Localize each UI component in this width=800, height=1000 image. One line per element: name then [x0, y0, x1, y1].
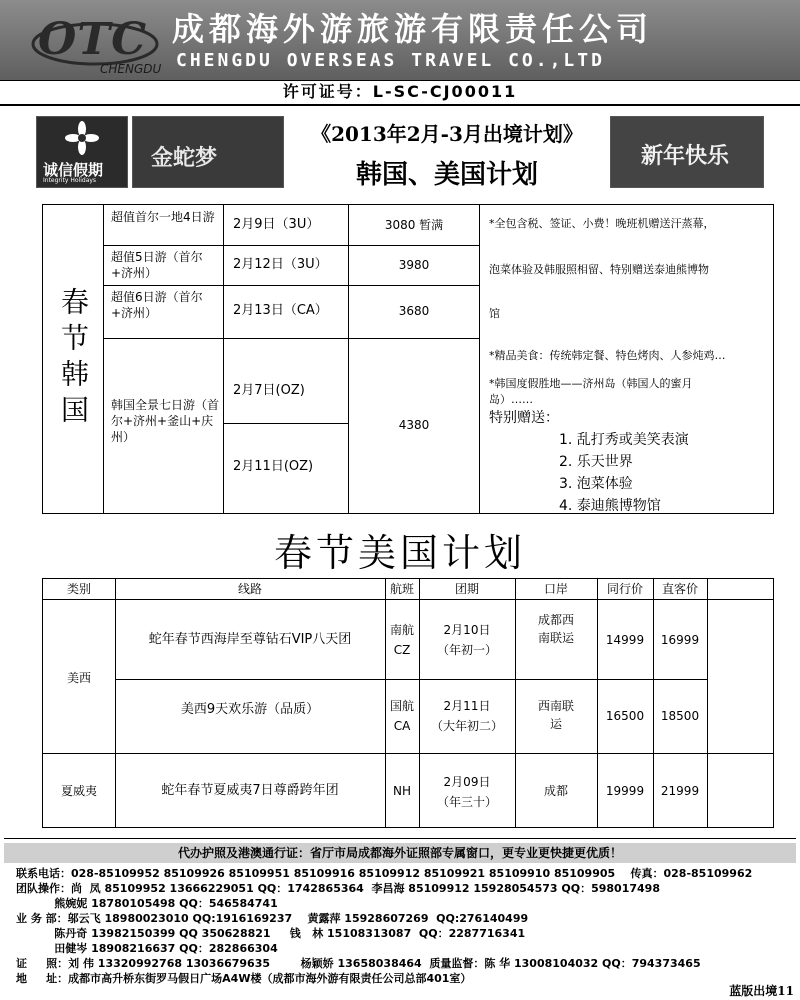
footer-banner: 代办护照及港澳通行证：省厅市局成都海外证照部专属窗口，更专业更快捷更优质！ — [4, 843, 796, 863]
date-cell: 2月13日（CA） — [233, 303, 328, 318]
us-table — [42, 578, 774, 828]
price-cell: 4380 — [398, 418, 430, 432]
date-cell: 2月7日(OZ) — [233, 383, 305, 398]
header-cell: 口岸 — [543, 582, 568, 596]
price-cell: 3980 — [398, 258, 430, 272]
date-note-cell: （年三十） — [436, 795, 497, 809]
port-cell: 成都西南联运 — [537, 613, 574, 645]
header-cell: 团期 — [454, 582, 479, 596]
retail-price-cell: 18500 — [660, 709, 700, 723]
gift-item: 3. 泡菜体验 — [559, 476, 633, 492]
airline-code-cell: CA — [393, 719, 411, 733]
divider — [0, 104, 800, 106]
route-cell: 蛇年春节西海岸至尊钻石VIP八天团 — [148, 632, 352, 647]
port-cell: 西南联运 — [537, 699, 574, 731]
date-note-cell: （年初一） — [436, 643, 497, 657]
banner — [36, 116, 766, 198]
company-name-en: CHENGDU OVERSEAS TRAVEL CO.,LTD — [176, 50, 605, 71]
route-cell: 超值5日游（首尔+济州） — [111, 250, 203, 280]
note-line: 泡菜体验及韩服照相留、特别赠送泰迪熊博物 — [489, 263, 709, 276]
route-cell: 超值首尔一地4日游 — [111, 210, 215, 224]
note-line: *精品美食：传统韩定餐、特色烤肉、人参炖鸡… — [489, 349, 726, 362]
us-section-title: 春节美国计划 — [273, 531, 526, 575]
retail-price-cell: 21999 — [660, 784, 700, 798]
route-cell: 超值6日游（首尔+济州） — [111, 290, 203, 320]
contact-line: 联系电话：028-85109952 85109926 85109951 85109916 85109912 85109921 85109910 85109905 传真：028-85109962 — [16, 867, 753, 880]
category-cell: 夏威夷 — [60, 784, 97, 798]
peer-price-cell: 19999 — [605, 784, 645, 798]
header-cell: 同行价 — [606, 582, 643, 596]
port-cell: 成都 — [543, 784, 568, 798]
airline-cell: 南航 — [389, 623, 414, 637]
route-cell: 蛇年春节夏威夷7日尊爵跨年团 — [161, 783, 339, 798]
date-cell: 2月11日(OZ) — [233, 459, 314, 474]
header-cell: 类别 — [66, 582, 91, 596]
company-name: 成都海外游旅游有限责任公司 — [172, 10, 654, 48]
peer-price-cell: 16500 — [605, 709, 645, 723]
airline-code-cell: NH — [393, 784, 411, 798]
contact-line: 业 务 部：邬云飞 18980023010 QQ:1916169237 黄露萍 15928607269 QQ:276140499 — [16, 912, 529, 925]
price-cell: 3080 暂满 — [384, 218, 444, 232]
note-line: 馆 — [489, 307, 500, 320]
promo-image-left — [132, 116, 284, 188]
gift-title: 特别赠送： — [489, 410, 559, 426]
plan-title: 《2013年2月-3月出境计划》 — [311, 122, 583, 146]
plan-subtitle: 韩国、美国计划 — [355, 160, 538, 190]
airline-cell: 国航 — [389, 699, 414, 713]
page-tag: 蓝版出境11 — [729, 984, 794, 998]
date-cell: 2月9日（3U） — [233, 217, 320, 232]
route-cell: 美西9天欢乐游（品质） — [180, 702, 320, 717]
contact-line: 团队操作：尚 凤 85109952 13666229051 QQ：1742865364 李昌海 85109912 15928054573 QQ：598017498 — [16, 882, 660, 895]
license-number: 许可证号：L-SC-CJ00011 — [282, 82, 518, 101]
contact-line: 熊婉妮 18780105498 QQ：546584741 — [16, 897, 278, 910]
retail-price-cell: 16999 — [660, 633, 700, 647]
brand-name-en: Integrity Holidays — [43, 177, 97, 184]
address-line: 地 址：成都市高升桥东街罗马假日广场A4W楼（成都市海外游有限责任公司总部401室） — [16, 972, 472, 985]
contact-line: 陈丹奇 13982150399 QQ 350628821 钱 林 15108313087 QQ：2287716341 — [16, 927, 526, 940]
gift-item: 1. 乱打秀或美笑表演 — [559, 432, 689, 448]
date-cell: 2月09日 — [443, 775, 491, 789]
note-line: 岛）…… — [489, 393, 533, 406]
korea-label: 春节韩国 — [57, 287, 90, 431]
promo-text: 新年快乐 — [641, 144, 730, 169]
note-line: *全包含税、签证、小费！晚班机赠送汗蒸幕， — [489, 217, 715, 230]
date-note-cell: （大年初二） — [430, 719, 503, 733]
brand-name: 诚信假期 — [43, 161, 104, 179]
gift-item: 4. 泰迪熊博物馆 — [559, 498, 661, 514]
contact-line: 证 照：刘 伟 13320992768 13036679635 杨颖娇 13658038464 质量监督：陈 华 13008104032 QQ：794373465 — [16, 957, 701, 970]
date-cell: 2月11日 — [443, 699, 491, 713]
header-cell: 直客价 — [661, 582, 698, 596]
note-line: *韩国度假胜地——济州岛（韩国人的蜜月 — [489, 377, 693, 390]
header — [0, 0, 800, 80]
date-cell: 2月12日（3U） — [233, 257, 328, 272]
header-cell: 线路 — [237, 582, 262, 596]
date-cell: 2月10日 — [443, 623, 491, 637]
header-cell: 航班 — [389, 582, 414, 596]
peer-price-cell: 14999 — [605, 633, 645, 647]
route-cell: 韩国全景七日游（首尔+济州+釜山+庆州） — [111, 398, 220, 444]
logo-city: CHENGDU — [100, 62, 162, 76]
contact-line: 田健岑 18908216637 QQ：282866304 — [16, 942, 278, 955]
promo-text: 金蛇梦 — [151, 145, 218, 171]
gift-item: 2. 乐天世界 — [559, 454, 633, 470]
logo-text: OTC — [38, 14, 148, 65]
brand-logo — [36, 116, 128, 188]
korea-table — [42, 204, 774, 514]
promo-image-right — [610, 116, 764, 188]
flower-icon — [65, 121, 99, 155]
price-cell: 3680 — [398, 304, 430, 318]
airline-code-cell: CZ — [393, 643, 411, 657]
category-cell: 美西 — [66, 671, 91, 685]
